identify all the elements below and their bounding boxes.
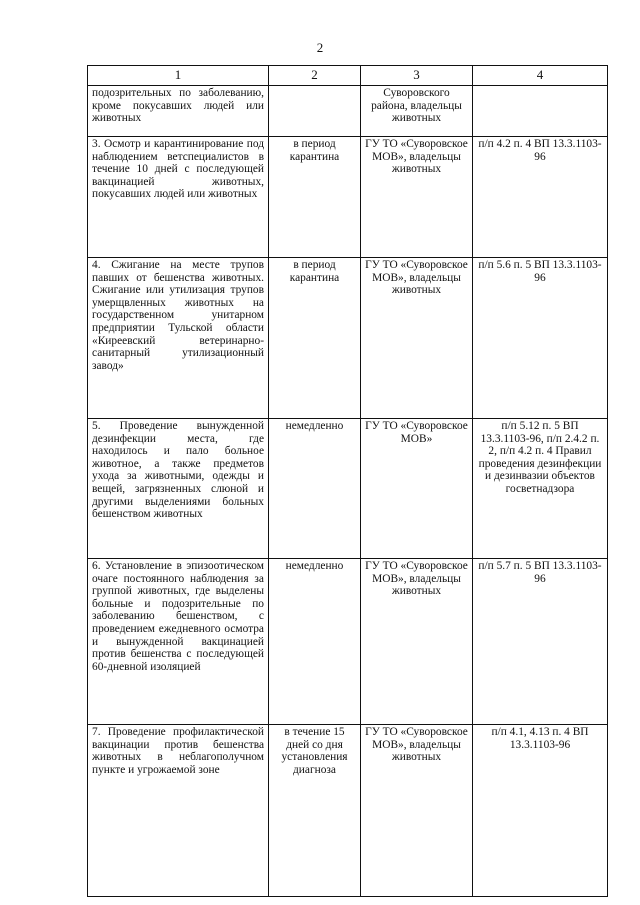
header-col-1: 1: [88, 66, 269, 86]
measure-cell: 5. Проведение вынужденной дезинфекции места, где находилось и пало больное животное, а также предметов ухода за животными, одежды и вещей, загрязненных слюной и другими выделениями больных бешенством животных: [88, 419, 269, 559]
measures-table: [87, 65, 608, 897]
table-row: [88, 137, 608, 258]
measure-cell: подозрительных по заболеванию, кроме покусавших людей или животных: [88, 86, 269, 137]
reference-cell: п/п 5.12 п. 5 ВП 13.3.1103-96, п/п 2.4.2 п. 2, п/п 4.2 п. 4 Правил проведения дезинфекции и дезинвазии объектов госветнадзора: [473, 419, 608, 559]
responsible-cell: ГУ ТО «Суворовское МОВ», владельцы животных: [361, 559, 473, 725]
table-row: [88, 725, 608, 897]
responsible-cell: ГУ ТО «Суворовское МОВ», владельцы животных: [361, 725, 473, 897]
responsible-cell: ГУ ТО «Суворовское МОВ», владельцы животных: [361, 137, 473, 258]
table-header-row: [88, 66, 608, 86]
header-col-3: 3: [361, 66, 473, 86]
measure-cell: 3. Осмотр и карантинирование под наблюдением ветспециалистов в течение 10 дней с последующей вакцинацией животных, покусавших людей или животных: [88, 137, 269, 258]
table-row: [88, 86, 608, 137]
deadline-cell: в течение 15 дней со дня установления диагноза: [269, 725, 361, 897]
deadline-cell: немедленно: [269, 559, 361, 725]
table-row: [88, 419, 608, 559]
responsible-cell: ГУ ТО «Суворовское МОВ»: [361, 419, 473, 559]
reference-cell: п/п 5.7 п. 5 ВП 13.3.1103-96: [473, 559, 608, 725]
reference-cell: п/п 4.2 п. 4 ВП 13.3.1103-96: [473, 137, 608, 258]
reference-cell: [473, 86, 608, 137]
page-number: 2: [316, 40, 324, 55]
measure-cell: 7. Проведение профилактической вакцинации против бешенства животных в неблагополучном пункте и угрожаемой зоне: [88, 725, 269, 897]
header-col-2: 2: [269, 66, 361, 86]
table-row: [88, 258, 608, 419]
deadline-cell: немедленно: [269, 419, 361, 559]
deadline-cell: [269, 86, 361, 137]
measure-cell: 4. Сжигание на месте трупов павших от бешенства животных. Сжигание или утилизация трупов умерщвленных животных на государственном унитарном предприятии Тульской области «Киреевский ветеринарно-санитарный утилизационный завод»: [88, 258, 269, 419]
reference-cell: п/п 4.1, 4.13 п. 4 ВП 13.3.1103-96: [473, 725, 608, 897]
table-row: [88, 559, 608, 725]
deadline-cell: в период карантина: [269, 258, 361, 419]
deadline-cell: в период карантина: [269, 137, 361, 258]
header-col-4: 4: [473, 66, 608, 86]
measure-cell: 6. Установление в эпизоотическом очаге постоянного наблюдения за группой животных, где выделены больные и подозрительные по заболеванию бешенством, с проведением ежедневного осмотра и вынужденной вакцинацией против бешенства с последующей 60-дневной изоляцией: [88, 559, 269, 725]
reference-cell: п/п 5.6 п. 5 ВП 13.3.1103-96: [473, 258, 608, 419]
responsible-cell: Суворовского района, владельцы животных: [361, 86, 473, 137]
responsible-cell: ГУ ТО «Суворовское МОВ», владельцы животных: [361, 258, 473, 419]
